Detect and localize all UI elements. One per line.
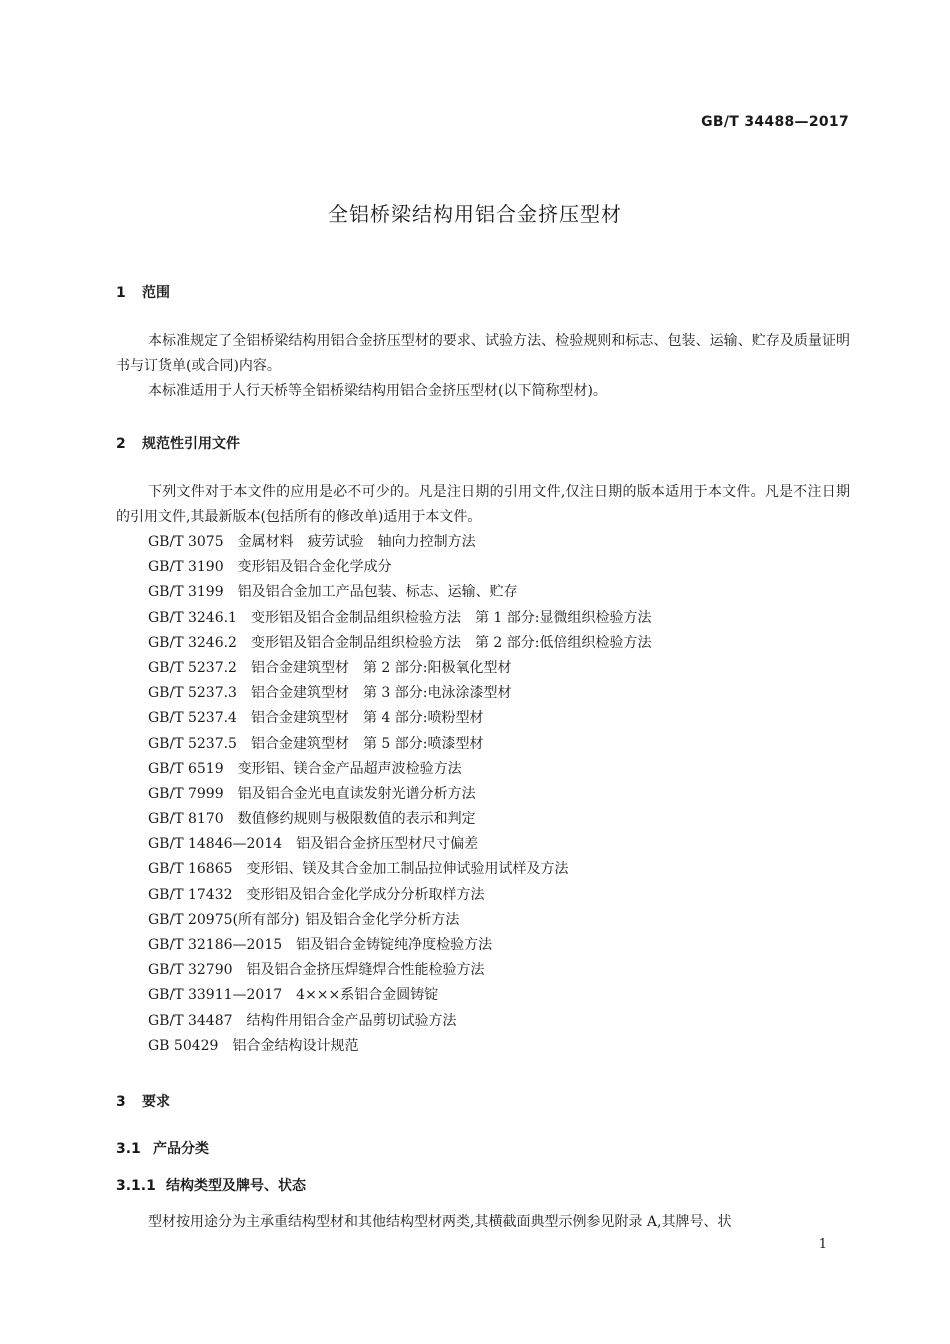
- reference-item: [148, 1009, 652, 1034]
- scope-paragraph-1: 本标准规定了全铝桥梁结构用铝合金挤压型材的要求、试验方法、检验规则和标志、包装、运输、贮存及质量证明书与订货单(或合同)内容。: [116, 333, 850, 374]
- references-intro: 下列文件对于本文件的应用是必不可少的。凡是注日期的引用文件,仅注日期的版本适用于本文件。凡是不注日期的引用文件,其最新版本(包括所有的修改单)适用于本文件。: [116, 484, 850, 525]
- reference-code: GB/T 33911—2017: [148, 987, 283, 1004]
- reference-item: [148, 832, 652, 857]
- reference-item: [148, 681, 652, 706]
- reference-item: [148, 933, 652, 958]
- reference-item: [148, 706, 652, 731]
- reference-item: [148, 555, 652, 580]
- section-2-heading: [116, 433, 240, 453]
- section-3-1-1-heading: [116, 1175, 306, 1195]
- reference-title: 铝及铝合金加工产品包装、标志、运输、贮存: [237, 584, 518, 601]
- section-title: 规范性引用文件: [142, 436, 240, 452]
- reference-code: GB/T 5237.3: [148, 685, 237, 702]
- reference-title: 铝及铝合金光电直读发射光谱分析方法: [237, 785, 476, 802]
- reference-code: GB/T 8170: [148, 811, 224, 828]
- reference-code: GB/T 3075: [148, 534, 224, 550]
- reference-code: GB/T 3246.1: [148, 609, 237, 626]
- reference-item: [148, 732, 652, 757]
- reference-item: [148, 857, 652, 882]
- reference-code: GB/T 14846—2014: [148, 836, 283, 853]
- reference-item: [148, 757, 652, 782]
- classification-paragraph: 型材按用途分为主承重结构型材和其他结构型材两类,其横截面典型示例参见附录 A,其牌号、状: [148, 1214, 732, 1230]
- reference-item: [148, 580, 652, 605]
- reference-title: 变形铝及铝合金制品组织检验方法 第 2 部分:低倍组织检验方法: [250, 634, 652, 651]
- reference-code: GB/T 3190: [148, 559, 224, 576]
- section-title: 结构类型及牌号、状态: [166, 1178, 306, 1194]
- reference-title: 变形铝及铝合金制品组织检验方法 第 1 部分:显微组织检验方法: [250, 609, 652, 626]
- reference-item: [148, 958, 652, 983]
- reference-list: [148, 530, 652, 1059]
- reference-code: GB/T 5237.2: [148, 659, 237, 676]
- reference-title: 铝合金建筑型材 第 3 部分:电泳涂漆型材: [250, 685, 512, 702]
- section-title: 范围: [142, 285, 170, 301]
- reference-item: [148, 782, 652, 807]
- reference-code: GB/T 3199: [148, 584, 224, 601]
- section-number: 2: [116, 436, 126, 452]
- reference-code: GB/T 5237.5: [148, 735, 237, 752]
- reference-code: GB/T 34487: [148, 1012, 233, 1029]
- reference-title: 铝合金建筑型材 第 5 部分:喷漆型材: [250, 735, 484, 752]
- reference-code: GB/T 3246.2: [148, 634, 237, 651]
- reference-code: GB/T 5237.4: [148, 710, 237, 727]
- reference-title: 变形铝、镁及其合金加工制品拉伸试验用试样及方法: [246, 861, 569, 878]
- section-number: 3: [116, 1094, 126, 1110]
- reference-title: 铝合金结构设计规范: [232, 1037, 359, 1054]
- section-title: 要求: [142, 1094, 170, 1110]
- reference-title: 变形铝及铝合金化学成分: [237, 559, 392, 576]
- reference-title: 变形铝及铝合金化学成分分析取样方法: [246, 886, 485, 903]
- reference-code: GB/T 7999: [148, 785, 224, 802]
- reference-code: GB 50429: [148, 1037, 219, 1054]
- reference-item: [148, 883, 652, 908]
- reference-title: 结构件用铝合金产品剪切试验方法: [246, 1012, 457, 1029]
- reference-item: [148, 631, 652, 656]
- reference-title: 数值修约规则与极限数值的表示和判定: [237, 811, 476, 828]
- reference-code: GB/T 20975(所有部分): [148, 911, 300, 928]
- reference-item: [148, 1034, 652, 1059]
- reference-code: GB/T 16865: [148, 861, 233, 878]
- reference-title: 铝及铝合金化学分析方法: [305, 911, 460, 928]
- reference-item: [148, 807, 652, 832]
- reference-title: 铝及铝合金挤压型材尺寸偏差: [296, 836, 479, 853]
- scope-paragraph-2: 本标准适用于人行天桥等全铝桥梁结构用铝合金挤压型材(以下简称型材)。: [148, 383, 607, 399]
- reference-item: [148, 908, 652, 933]
- reference-code: GB/T 32186—2015: [148, 937, 283, 953]
- document-title: 全铝桥梁结构用铝合金挤压型材: [328, 202, 622, 226]
- reference-item: [148, 606, 652, 631]
- section-number: 3.1: [116, 1141, 141, 1157]
- reference-title: 铝及铝合金挤压焊缝焊合性能检验方法: [246, 962, 485, 979]
- reference-item: [148, 983, 652, 1008]
- reference-title: 铝及铝合金铸锭纯净度检验方法: [296, 937, 493, 953]
- reference-title: 铝合金建筑型材 第 2 部分:阳极氧化型材: [250, 659, 512, 676]
- section-number: 1: [116, 285, 126, 301]
- reference-code: GB/T 32790: [148, 962, 233, 979]
- section-number: 3.1.1: [116, 1178, 156, 1194]
- reference-title: 金属材料 疲劳试验 轴向力控制方法: [237, 534, 476, 550]
- reference-item: [148, 530, 652, 555]
- reference-title: 变形铝、镁合金产品超声波检验方法: [237, 760, 462, 777]
- reference-title: 4×××系铝合金圆铸锭: [296, 987, 439, 1004]
- page-number: 1: [818, 1237, 827, 1252]
- section-3-1-heading: [116, 1138, 209, 1158]
- section-1-heading: [116, 282, 170, 302]
- reference-item: [148, 656, 652, 681]
- reference-code: GB/T 17432: [148, 886, 233, 903]
- reference-code: GB/T 6519: [148, 760, 224, 777]
- reference-title: 铝合金建筑型材 第 4 部分:喷粉型材: [250, 710, 484, 727]
- standard-code: GB/T 34488—2017: [701, 114, 849, 130]
- section-title: 产品分类: [153, 1141, 209, 1157]
- section-3-heading: [116, 1091, 170, 1111]
